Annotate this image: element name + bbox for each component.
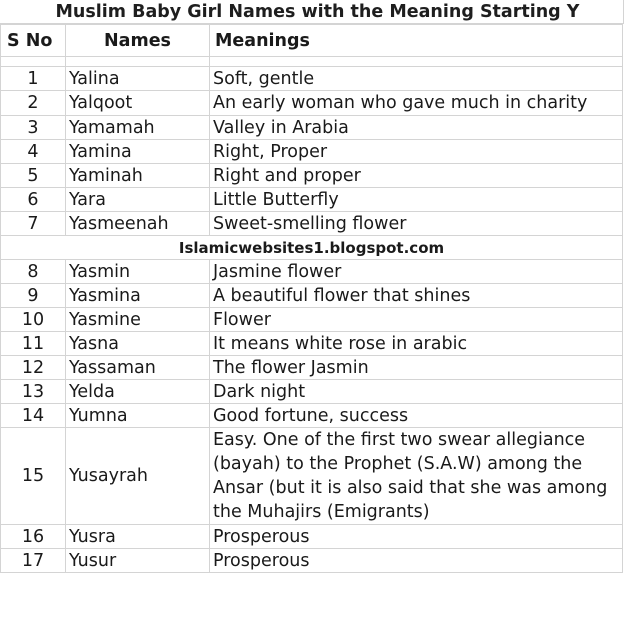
cell-meaning: Flower (210, 308, 623, 332)
cell-sno: 11 (1, 332, 66, 356)
cell-sno: 17 (1, 549, 66, 573)
table-row (1, 164, 623, 188)
header-row (1, 25, 623, 57)
cell-meaning: Good fortune, success (210, 404, 623, 428)
cell-name: Yalqoot (66, 91, 210, 116)
table-row (1, 116, 623, 140)
cell-meaning: A beautiful flower that shines (210, 284, 623, 308)
cell-sno: 8 (1, 260, 66, 284)
table-row (1, 332, 623, 356)
cell-meaning: Right and proper (210, 164, 623, 188)
cell-name: Yamina (66, 140, 210, 164)
cell-sno: 4 (1, 140, 66, 164)
table-row (1, 525, 623, 549)
cell-name: Yaminah (66, 164, 210, 188)
cell-name: Yasmina (66, 284, 210, 308)
banner-section (1, 236, 623, 260)
cell-name: Yasmeenah (66, 212, 210, 236)
cell-meaning: The flower Jasmin (210, 356, 623, 380)
cell-name: Yassaman (66, 356, 210, 380)
cell-meaning: Soft, gentle (210, 67, 623, 91)
table-row (1, 549, 623, 573)
cell-sno: 9 (1, 284, 66, 308)
cell-meaning: Little Butterfly (210, 188, 623, 212)
cell-sno: 13 (1, 380, 66, 404)
site-banner: Islamicwebsites1.blogspot.com (1, 236, 623, 260)
cell-meaning: Valley in Arabia (210, 116, 623, 140)
cell-name: Yasna (66, 332, 210, 356)
cell-sno: 10 (1, 308, 66, 332)
table-body-bottom (1, 260, 623, 573)
table-row (1, 91, 623, 116)
cell-meaning: Jasmine flower (210, 260, 623, 284)
cell-sno: 3 (1, 116, 66, 140)
cell-name: Yasmine (66, 308, 210, 332)
cell-meaning: Prosperous (210, 525, 623, 549)
cell-name: Yusayrah (66, 428, 210, 525)
cell-name: Yara (66, 188, 210, 212)
cell-meaning: It means white rose in arabic (210, 332, 623, 356)
cell-meaning: Prosperous (210, 549, 623, 573)
cell-meaning: Right, Proper (210, 140, 623, 164)
cell-sno: 15 (1, 428, 66, 525)
table-body-top (1, 57, 623, 236)
cell-sno: 16 (1, 525, 66, 549)
cell-name: Yalina (66, 67, 210, 91)
table-row (1, 356, 623, 380)
banner-row (1, 236, 623, 260)
cell-name: Yasmin (66, 260, 210, 284)
table-row (1, 308, 623, 332)
table-row (1, 260, 623, 284)
cell-name: Yusra (66, 525, 210, 549)
cell-name: Yelda (66, 380, 210, 404)
header-sno: S No (1, 25, 66, 57)
table-row (1, 284, 623, 308)
table-row (1, 380, 623, 404)
cell-sno: 7 (1, 212, 66, 236)
table-row (1, 428, 623, 525)
sheet-title: Muslim Baby Girl Names with the Meaning Starting Y (0, 0, 624, 24)
cell-sno: 14 (1, 404, 66, 428)
cell-name: Yumna (66, 404, 210, 428)
cell-sno: 12 (1, 356, 66, 380)
spacer-row (1, 57, 623, 67)
cell-name: Yamamah (66, 116, 210, 140)
table-row (1, 67, 623, 91)
cell-sno: 2 (1, 91, 66, 116)
table-row (1, 404, 623, 428)
cell-sno: 1 (1, 67, 66, 91)
cell-name: Yusur (66, 549, 210, 573)
cell-sno: 5 (1, 164, 66, 188)
names-table (0, 24, 623, 573)
table-row (1, 188, 623, 212)
table-row (1, 140, 623, 164)
header-meanings: Meanings (210, 25, 623, 57)
header-names: Names (66, 25, 210, 57)
cell-meaning: Sweet-smelling flower (210, 212, 623, 236)
cell-meaning: Easy. One of the first two swear allegiance (bayah) to the Prophet (S.A.W) among the Ansar (but it is also said that she was among the Muhajirs (Emigrants) (210, 428, 623, 525)
cell-meaning: Dark night (210, 380, 623, 404)
table-row (1, 212, 623, 236)
cell-sno: 6 (1, 188, 66, 212)
cell-meaning: An early woman who gave much in charity (210, 91, 623, 116)
